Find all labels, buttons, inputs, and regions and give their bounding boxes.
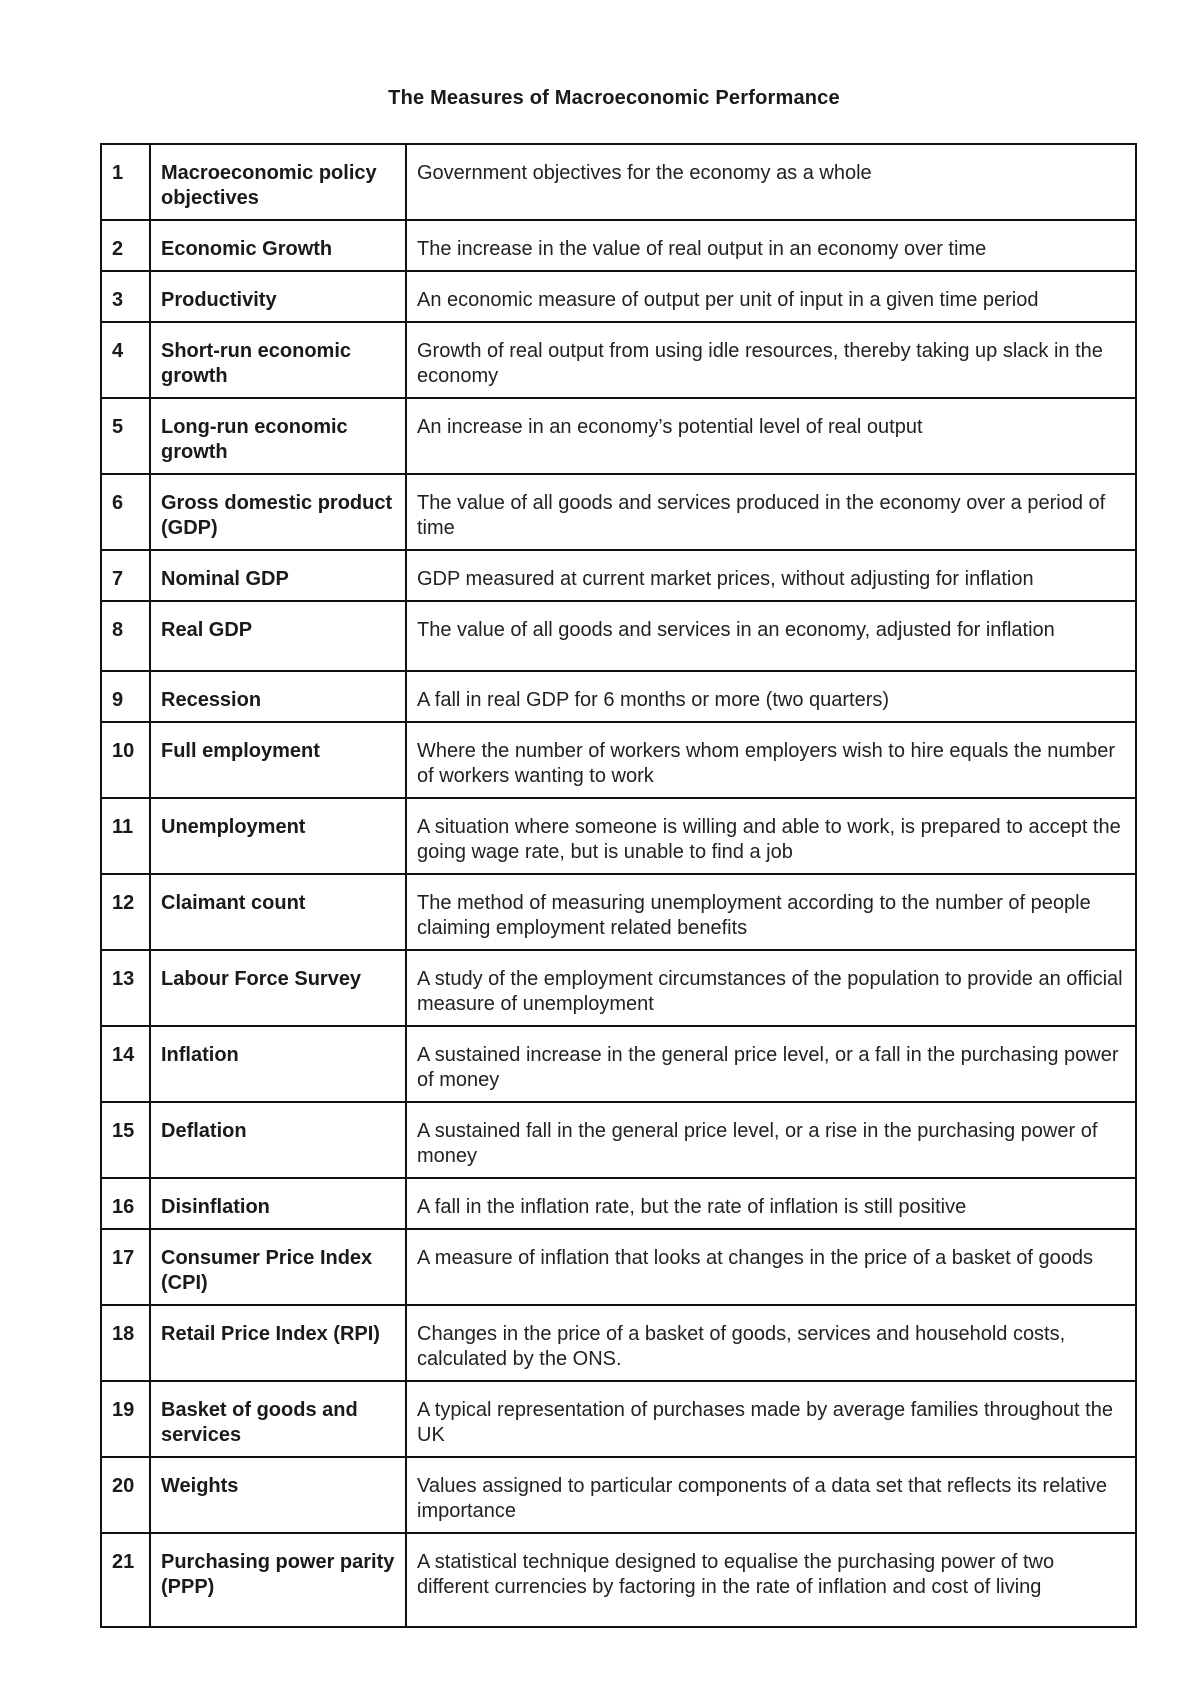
table-row [101, 220, 1136, 271]
row-number: 6 [101, 474, 150, 550]
table-row [101, 950, 1136, 1026]
row-number: 5 [101, 398, 150, 474]
table-row [101, 1305, 1136, 1381]
row-number: 13 [101, 950, 150, 1026]
row-number: 14 [101, 1026, 150, 1102]
glossary-body [101, 144, 1136, 1627]
table-row [101, 322, 1136, 398]
term-cell: Deflation [150, 1102, 406, 1178]
table-row [101, 1229, 1136, 1305]
definition-cell: GDP measured at current market prices, without adjusting for inflation [406, 550, 1136, 601]
table-row [101, 1026, 1136, 1102]
definition-cell: The value of all goods and services in an economy, adjusted for inflation [406, 601, 1136, 671]
table-row [101, 144, 1136, 220]
definition-cell: Government objectives for the economy as a whole [406, 144, 1136, 220]
table-row [101, 271, 1136, 322]
row-number: 11 [101, 798, 150, 874]
table-row [101, 1102, 1136, 1178]
row-number: 12 [101, 874, 150, 950]
term-cell: Disinflation [150, 1178, 406, 1229]
term-cell: Labour Force Survey [150, 950, 406, 1026]
row-number: 4 [101, 322, 150, 398]
definition-cell: An economic measure of output per unit of input in a given time period [406, 271, 1136, 322]
row-number: 20 [101, 1457, 150, 1533]
definition-cell: The increase in the value of real output in an economy over time [406, 220, 1136, 271]
table-row [101, 1457, 1136, 1533]
page-title: The Measures of Macroeconomic Performance [388, 87, 840, 109]
definition-cell: A statistical technique designed to equalise the purchasing power of two different currencies by factoring in the rate of inflation and cost of living [406, 1533, 1136, 1627]
term-cell: Productivity [150, 271, 406, 322]
row-number: 16 [101, 1178, 150, 1229]
definition-cell: A measure of inflation that looks at changes in the price of a basket of goods [406, 1229, 1136, 1305]
table-row [101, 874, 1136, 950]
definition-cell: A fall in the inflation rate, but the rate of inflation is still positive [406, 1178, 1136, 1229]
row-number: 1 [101, 144, 150, 220]
definition-cell: Growth of real output from using idle resources, thereby taking up slack in the economy [406, 322, 1136, 398]
table-row [101, 798, 1136, 874]
term-cell: Gross domestic product (GDP) [150, 474, 406, 550]
term-cell: Basket of goods and services [150, 1381, 406, 1457]
term-cell: Inflation [150, 1026, 406, 1102]
term-cell: Weights [150, 1457, 406, 1533]
table-row [101, 1178, 1136, 1229]
term-cell: Full employment [150, 722, 406, 798]
term-cell: Macroeconomic policy objectives [150, 144, 406, 220]
table-row [101, 1533, 1136, 1627]
row-number: 2 [101, 220, 150, 271]
term-cell: Consumer Price Index (CPI) [150, 1229, 406, 1305]
row-number: 15 [101, 1102, 150, 1178]
row-number: 8 [101, 601, 150, 671]
table-row [101, 722, 1136, 798]
term-cell: Retail Price Index (RPI) [150, 1305, 406, 1381]
definition-cell: Values assigned to particular components of a data set that reflects its relative importance [406, 1457, 1136, 1533]
term-cell: Economic Growth [150, 220, 406, 271]
table-row [101, 550, 1136, 601]
definition-cell: Where the number of workers whom employers wish to hire equals the number of workers wanting to work [406, 722, 1136, 798]
definition-cell: Changes in the price of a basket of goods, services and household costs, calculated by the ONS. [406, 1305, 1136, 1381]
row-number: 10 [101, 722, 150, 798]
term-cell: Purchasing power parity (PPP) [150, 1533, 406, 1627]
term-cell: Nominal GDP [150, 550, 406, 601]
definition-cell: A fall in real GDP for 6 months or more (two quarters) [406, 671, 1136, 722]
definition-cell: A situation where someone is willing and able to work, is prepared to accept the going wage rate, but is unable to find a job [406, 798, 1136, 874]
definition-cell: A sustained fall in the general price level, or a rise in the purchasing power of money [406, 1102, 1136, 1178]
term-cell: Claimant count [150, 874, 406, 950]
table-row [101, 1381, 1136, 1457]
glossary-table [100, 143, 1137, 1628]
definition-cell: A sustained increase in the general price level, or a fall in the purchasing power of money [406, 1026, 1136, 1102]
table-row [101, 474, 1136, 550]
row-number: 18 [101, 1305, 150, 1381]
term-cell: Short-run economic growth [150, 322, 406, 398]
term-cell: Long-run economic growth [150, 398, 406, 474]
table-row [101, 601, 1136, 671]
row-number: 19 [101, 1381, 150, 1457]
table-row [101, 398, 1136, 474]
row-number: 9 [101, 671, 150, 722]
definition-cell: A study of the employment circumstances of the population to provide an official measure of unemployment [406, 950, 1136, 1026]
row-number: 17 [101, 1229, 150, 1305]
term-cell: Real GDP [150, 601, 406, 671]
table-row [101, 671, 1136, 722]
definition-cell: An increase in an economy’s potential level of real output [406, 398, 1136, 474]
definition-cell: A typical representation of purchases made by average families throughout the UK [406, 1381, 1136, 1457]
row-number: 7 [101, 550, 150, 601]
row-number: 21 [101, 1533, 150, 1627]
definition-cell: The value of all goods and services produced in the economy over a period of time [406, 474, 1136, 550]
row-number: 3 [101, 271, 150, 322]
term-cell: Recession [150, 671, 406, 722]
term-cell: Unemployment [150, 798, 406, 874]
definition-cell: The method of measuring unemployment according to the number of people claiming employment related benefits [406, 874, 1136, 950]
